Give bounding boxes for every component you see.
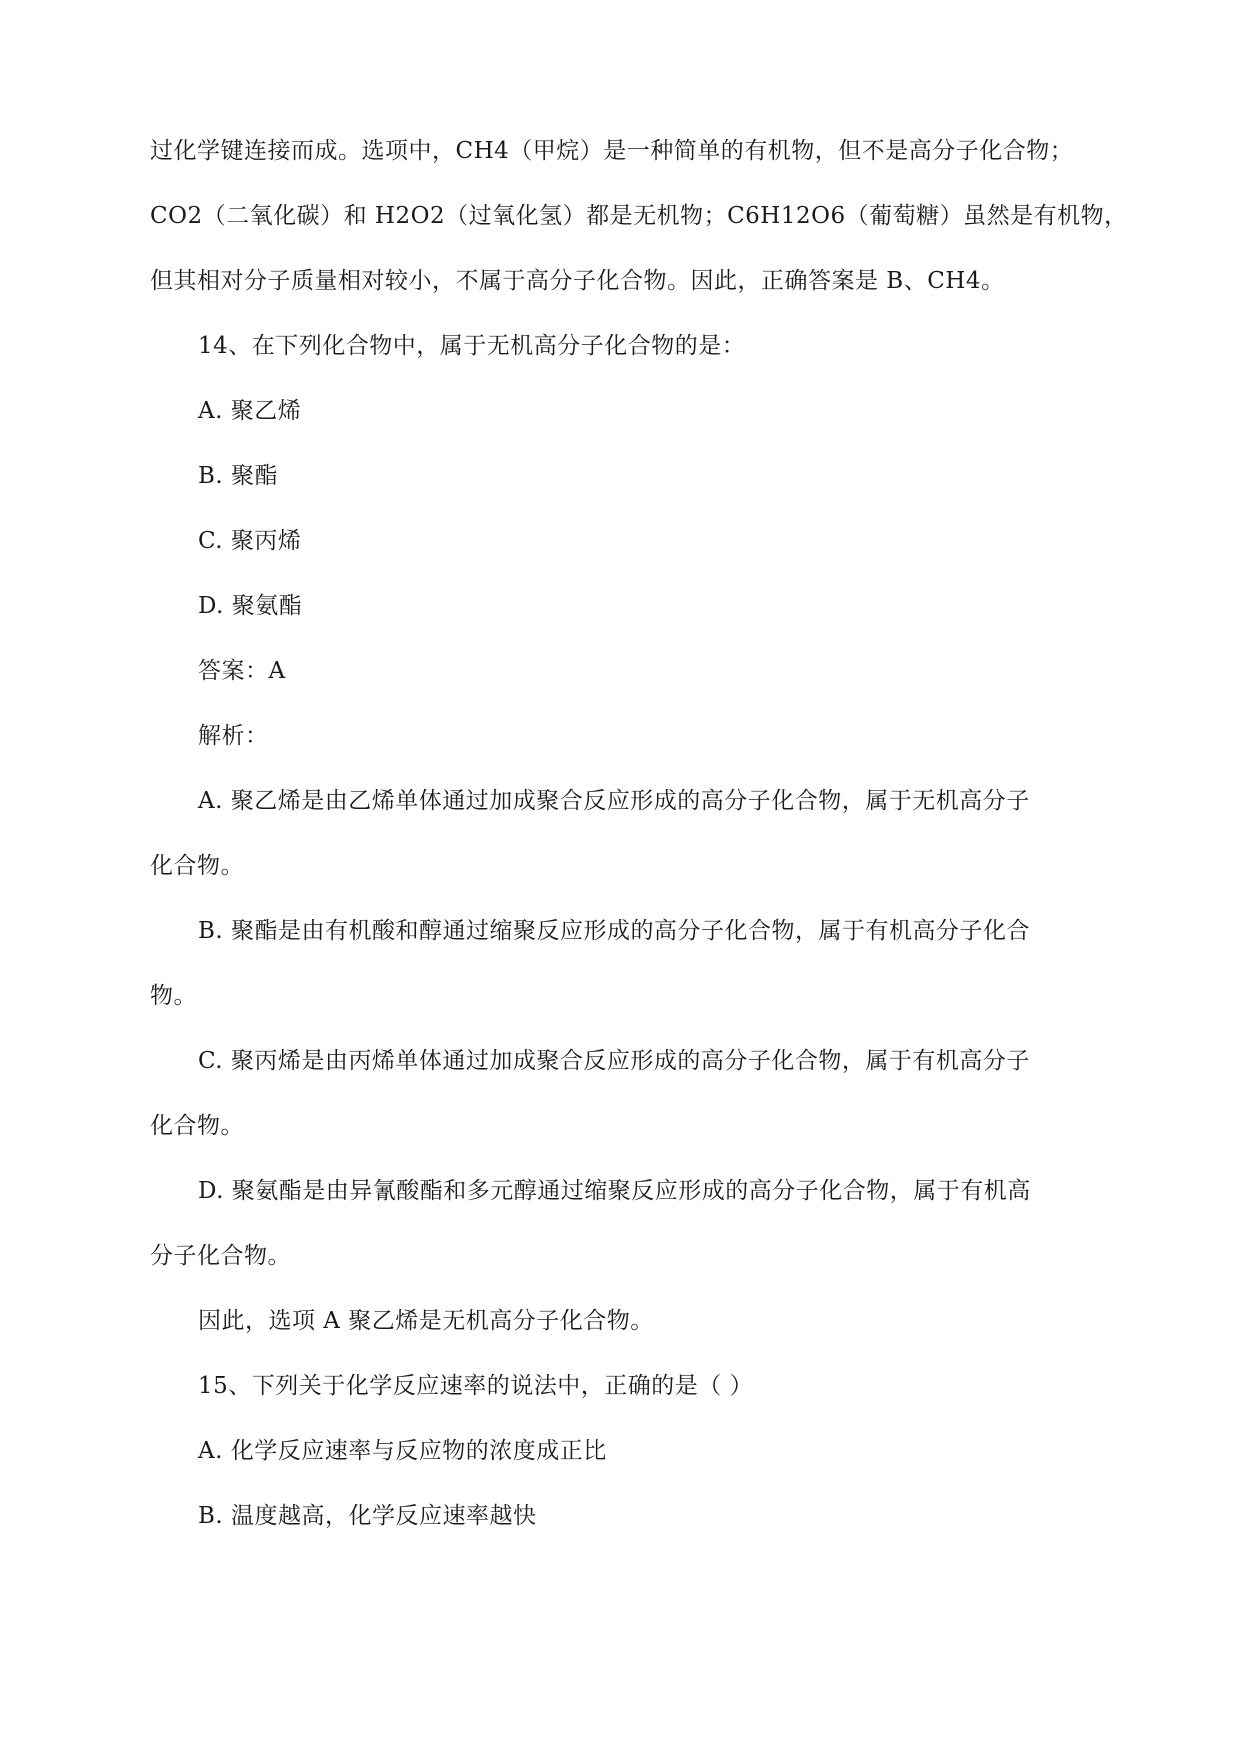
analysis-b: B. 聚酯是由有机酸和醇通过缩聚反应形成的高分子化合物，属于有机高分子化合 [198,918,1031,944]
q15-option-a: A. 化学反应速率与反应物的浓度成正比 [198,1438,607,1464]
text-line: 但其相对分子质量相对较小，不属于高分子化合物。因此，正确答案是 B、CH4。 [150,268,1005,294]
option-d: D. 聚氨酯 [198,593,303,619]
analysis-a: A. 聚乙烯是由乙烯单体通过加成聚合反应形成的高分子化合物，属于无机高分子 [198,788,1030,814]
question-14-stem: 14、在下列化合物中，属于无机高分子化合物的是： [198,333,746,359]
q15-option-b: B. 温度越高，化学反应速率越快 [198,1503,537,1529]
analysis-heading: 解析： [198,723,269,749]
analysis-d: D. 聚氨酯是由异氰酸酯和多元醇通过缩聚反应形成的高分子化合物，属于有机高 [198,1178,1031,1204]
question-15-stem: 15、下列关于化学反应速率的说法中，正确的是（ ） [198,1373,754,1399]
analysis-c: C. 聚丙烯是由丙烯单体通过加成聚合反应形成的高分子化合物，属于有机高分子 [198,1048,1030,1074]
text-line: 过化学键连接而成。选项中，CH4（甲烷）是一种简单的有机物，但不是高分子化合物； [150,138,1074,164]
analysis-b-cont: 物。 [150,983,197,1009]
option-b: B. 聚酯 [198,463,279,489]
analysis-d-cont: 分子化合物。 [150,1243,291,1269]
analysis-c-cont: 化合物。 [150,1113,244,1139]
conclusion: 因此，选项 A 聚乙烯是无机高分子化合物。 [198,1308,654,1334]
text-line: CO2（二氧化碳）和 H2O2（过氧化氢）都是无机物；C6H12O6（葡萄糖）虽然是有机物， [150,203,1128,229]
option-a: A. 聚乙烯 [198,398,302,424]
option-c: C. 聚丙烯 [198,528,302,554]
answer: 答案：A [198,658,286,684]
analysis-a-cont: 化合物。 [150,853,244,879]
